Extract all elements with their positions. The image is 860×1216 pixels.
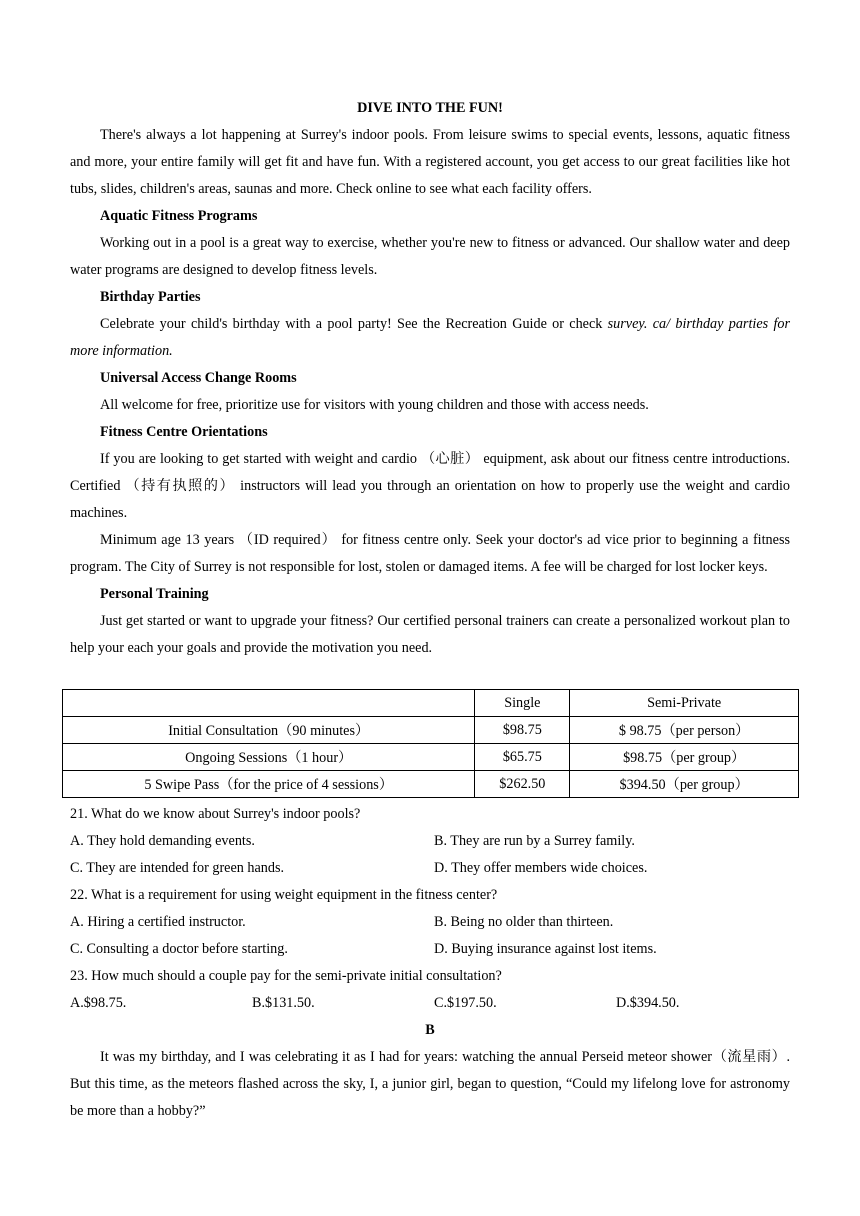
option-b: B. They are run by a Surrey family. bbox=[434, 833, 635, 849]
heading-fitness-orientations: Fitness Centre Orientations bbox=[100, 424, 268, 440]
heading-birthday-parties: Birthday Parties bbox=[100, 289, 201, 305]
heading-change-rooms: Universal Access Change Rooms bbox=[100, 370, 297, 386]
option-b: B.$131.50. bbox=[252, 995, 315, 1011]
passage-b-text: It was my birthday, and I was celebrating it as I had for years: watching the annual Perseid meteor shower（流星雨）. But this time, as the meteors flashed across the sky, I, a junior girl, began to question, “Could my lifelong love for astronomy be more than a hobby?” bbox=[70, 1049, 790, 1119]
option-c: C. Consulting a doctor before starting. bbox=[70, 941, 288, 957]
option-b: B. Being no older than thirteen. bbox=[434, 914, 614, 930]
table-header-cell: Single bbox=[475, 690, 570, 717]
aquatic-fitness-text: Working out in a pool is a great way to exercise, whether you're new to fitness or advanced. Our shallow water and deep water programs are designed to develop fitness levels. bbox=[70, 235, 790, 278]
birthday-parties-paragraph bbox=[70, 311, 790, 365]
heading-aquatic-fitness: Aquatic Fitness Programs bbox=[100, 208, 258, 224]
table-row bbox=[63, 717, 799, 744]
option-a: A. They hold demanding events. bbox=[70, 833, 255, 849]
table-cell: $98.75（per group） bbox=[570, 744, 799, 771]
personal-training-text: Just get started or want to upgrade your fitness? Our certified personal trainers can create a personalized workout plan to help your each your goals and provide the motivation you need. bbox=[70, 613, 790, 656]
price-table bbox=[62, 689, 799, 798]
section-b-heading: B bbox=[425, 1022, 435, 1038]
table-header-cell: Semi-Private bbox=[570, 690, 799, 717]
birthday-link-text: survey. ca/ birthday parties for more information. bbox=[70, 316, 790, 359]
heading-personal-training: Personal Training bbox=[100, 586, 209, 602]
question-text: 22. What is a requirement for using weight equipment in the fitness center? bbox=[70, 887, 498, 903]
fitness-requirements-text: Minimum age 13 years （ID required） for fitness centre only. Seek your doctor's ad vice prior to beginning a fitness program. The City of Surrey is not responsible for lost, stolen or damaged items. A fee will be charged for lost locker keys. bbox=[70, 532, 790, 575]
question-21 bbox=[70, 801, 790, 882]
birthday-parties-text: Celebrate your child's birthday with a pool party! See the Recreation Guide or check bbox=[100, 316, 608, 332]
question-23 bbox=[70, 963, 790, 1017]
table-cell: Initial Consultation（90 minutes） bbox=[63, 717, 475, 744]
question-text: 23. How much should a couple pay for the semi-private initial consultation? bbox=[70, 968, 502, 984]
option-a: A. Hiring a certified instructor. bbox=[70, 914, 246, 930]
table-cell: $98.75 bbox=[475, 717, 570, 744]
question-text: 21. What do we know about Surrey's indoor pools? bbox=[70, 806, 361, 822]
table-cell: $65.75 bbox=[475, 744, 570, 771]
table-header-row bbox=[63, 690, 799, 717]
option-c: C.$197.50. bbox=[434, 995, 497, 1011]
option-d: D. They offer members wide choices. bbox=[434, 860, 648, 876]
fitness-orientations-text: If you are looking to get started with weight and cardio （心脏） equipment, ask about our fitness centre introductions. Certified （持有执照的） instructors will lead you through an orientation on how to properly use the weight and cardio machines. bbox=[70, 451, 790, 521]
table-cell: $262.50 bbox=[475, 771, 570, 798]
option-a: A.$98.75. bbox=[70, 995, 127, 1011]
table-header-cell bbox=[63, 690, 475, 717]
table-cell: Ongoing Sessions（1 hour） bbox=[63, 744, 475, 771]
passage-a bbox=[70, 122, 790, 662]
change-rooms-text: All welcome for free, prioritize use for visitors with young children and those with access needs. bbox=[100, 397, 649, 413]
question-22 bbox=[70, 882, 790, 963]
table-row bbox=[63, 744, 799, 771]
option-d: D. Buying insurance against lost items. bbox=[434, 941, 657, 957]
table-cell: $394.50（per group） bbox=[570, 771, 799, 798]
intro-paragraph: There's always a lot happening at Surrey's indoor pools. From leisure swims to special events, lessons, aquatic fitness and more, your entire family will get fit and have fun. With a registered account, you get access to our great facilities like hot tubs, slides, children's areas, saunas and more. Check online to see what each facility offers. bbox=[70, 127, 790, 197]
table-row bbox=[63, 771, 799, 798]
table-cell: $ 98.75（per person） bbox=[570, 717, 799, 744]
option-d: D.$394.50. bbox=[616, 995, 680, 1011]
table-cell: 5 Swipe Pass（for the price of 4 sessions） bbox=[63, 771, 475, 798]
option-c: C. They are intended for green hands. bbox=[70, 860, 285, 876]
page-title: DIVE INTO THE FUN! bbox=[357, 100, 503, 116]
